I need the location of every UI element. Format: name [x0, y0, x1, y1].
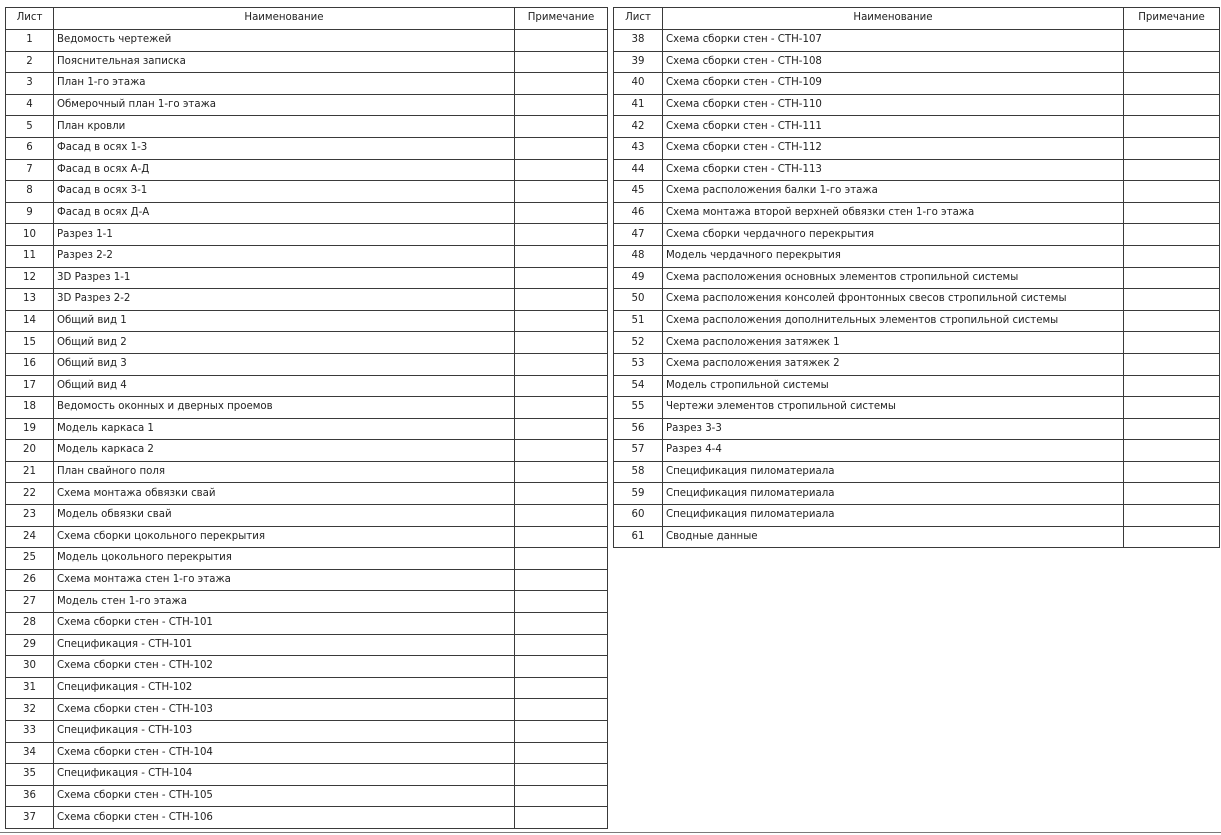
- sheet-note-cell: [515, 116, 608, 138]
- sheet-number-cell: 46: [614, 202, 663, 224]
- table-row: [6, 526, 608, 548]
- sheet-number-cell: 23: [6, 505, 54, 527]
- sheet-name-cell: Спецификация - СТН-103: [54, 721, 515, 743]
- sheet-number-cell: 7: [6, 159, 54, 181]
- sheet-note-cell: [1124, 224, 1220, 246]
- sheet-name-cell: Общий вид 1: [54, 310, 515, 332]
- sheet-note-cell: [515, 548, 608, 570]
- table-row: [614, 51, 1220, 73]
- sheet-name-cell: Разрез 2-2: [54, 245, 515, 267]
- table-row: [6, 159, 608, 181]
- sheet-name-cell: Ведомость чертежей: [54, 30, 515, 52]
- sheet-name-cell: Модель стропильной системы: [663, 375, 1124, 397]
- sheet-number-cell: 17: [6, 375, 54, 397]
- table-row: [6, 569, 608, 591]
- sheet-name-cell: Разрез 1-1: [54, 224, 515, 246]
- sheet-note-cell: [1124, 267, 1220, 289]
- sheet-note-cell: [1124, 440, 1220, 462]
- header-sheet: Лист: [614, 8, 663, 30]
- sheet-note-cell: [515, 159, 608, 181]
- table-row: [6, 310, 608, 332]
- sheet-number-cell: 22: [6, 483, 54, 505]
- drawings-list-table-right: [613, 7, 1220, 548]
- table-row: [614, 353, 1220, 375]
- sheet-number-cell: 27: [6, 591, 54, 613]
- sheet-name-cell: Модель чердачного перекрытия: [663, 245, 1124, 267]
- sheet-name-cell: План кровли: [54, 116, 515, 138]
- sheet-name-cell: Спецификация пиломатериала: [663, 461, 1124, 483]
- sheet-name-cell: Схема сборки стен - СТН-111: [663, 116, 1124, 138]
- sheet-note-cell: [515, 181, 608, 203]
- sheet-note-cell: [1124, 181, 1220, 203]
- sheet-note-cell: [1124, 353, 1220, 375]
- sheet-number-cell: 16: [6, 353, 54, 375]
- drawings-list-table-left: [5, 7, 608, 829]
- sheet-note-cell: [515, 332, 608, 354]
- sheet-note-cell: [515, 764, 608, 786]
- sheet-number-cell: 30: [6, 656, 54, 678]
- sheet-name-cell: Схема расположения дополнительных элементов стропильной системы: [663, 310, 1124, 332]
- sheet-number-cell: 35: [6, 764, 54, 786]
- sheet-name-cell: Схема расположения затяжек 1: [663, 332, 1124, 354]
- table-row: [614, 94, 1220, 116]
- table-row: [614, 440, 1220, 462]
- sheet-name-cell: Общий вид 4: [54, 375, 515, 397]
- sheet-note-cell: [1124, 310, 1220, 332]
- table-row: [614, 73, 1220, 95]
- sheet-note-cell: [515, 742, 608, 764]
- sheet-name-cell: 3D Разрез 2-2: [54, 289, 515, 311]
- sheet-note-cell: [515, 505, 608, 527]
- sheet-number-cell: 47: [614, 224, 663, 246]
- sheet-note-cell: [1124, 526, 1220, 548]
- sheet-note-cell: [515, 51, 608, 73]
- sheet-number-cell: 3: [6, 73, 54, 95]
- sheet-name-cell: Схема расположения основных элементов стропильной системы: [663, 267, 1124, 289]
- table-row: [6, 375, 608, 397]
- sheet-name-cell: Обмерочный план 1-го этажа: [54, 94, 515, 116]
- sheet-number-cell: 21: [6, 461, 54, 483]
- table-row: [6, 613, 608, 635]
- sheet-name-cell: Схема монтажа обвязки свай: [54, 483, 515, 505]
- sheet-number-cell: 10: [6, 224, 54, 246]
- sheet-note-cell: [1124, 137, 1220, 159]
- sheet-number-cell: 36: [6, 785, 54, 807]
- table-row: [614, 116, 1220, 138]
- table-row: [6, 548, 608, 570]
- sheet-name-cell: Модель обвязки свай: [54, 505, 515, 527]
- sheet-name-cell: Фасад в осях А-Д: [54, 159, 515, 181]
- table-row: [6, 332, 608, 354]
- sheet-note-cell: [515, 656, 608, 678]
- sheet-name-cell: Схема сборки стен - СТН-106: [54, 807, 515, 829]
- sheet-name-cell: Схема расположения балки 1-го этажа: [663, 181, 1124, 203]
- table-row: [614, 461, 1220, 483]
- table-row: [6, 181, 608, 203]
- sheet-name-cell: Фасад в осях 1-3: [54, 137, 515, 159]
- sheet-number-cell: 38: [614, 30, 663, 52]
- sheet-name-cell: Модель каркаса 1: [54, 418, 515, 440]
- table-row: [6, 677, 608, 699]
- table-row: [6, 591, 608, 613]
- table-row: [6, 742, 608, 764]
- sheet-note-cell: [515, 30, 608, 52]
- table-row: [6, 245, 608, 267]
- sheet-name-cell: Модель стен 1-го этажа: [54, 591, 515, 613]
- sheet-number-cell: 13: [6, 289, 54, 311]
- sheet-note-cell: [1124, 73, 1220, 95]
- sheet-note-cell: [1124, 116, 1220, 138]
- sheet-name-cell: Модель каркаса 2: [54, 440, 515, 462]
- table-row: [614, 159, 1220, 181]
- table-row: [6, 461, 608, 483]
- sheet-name-cell: Схема сборки стен - СТН-101: [54, 613, 515, 635]
- sheet-name-cell: Схема сборки стен - СТН-108: [663, 51, 1124, 73]
- table-row: [6, 483, 608, 505]
- sheet-number-cell: 37: [6, 807, 54, 829]
- table-header-row: [614, 8, 1220, 30]
- sheet-note-cell: [515, 224, 608, 246]
- sheet-number-cell: 53: [614, 353, 663, 375]
- header-name: Наименование: [663, 8, 1124, 30]
- table-row: [6, 699, 608, 721]
- sheet-name-cell: Схема монтажа второй верхней обвязки стен 1-го этажа: [663, 202, 1124, 224]
- sheet-number-cell: 33: [6, 721, 54, 743]
- sheet-name-cell: Модель цокольного перекрытия: [54, 548, 515, 570]
- table-row: [6, 202, 608, 224]
- sheet-note-cell: [515, 375, 608, 397]
- bottom-divider: [0, 832, 1221, 833]
- table-row: [6, 73, 608, 95]
- sheet-note-cell: [515, 73, 608, 95]
- sheet-note-cell: [515, 289, 608, 311]
- sheet-note-cell: [515, 634, 608, 656]
- sheet-number-cell: 9: [6, 202, 54, 224]
- sheet-note-cell: [1124, 30, 1220, 52]
- sheet-note-cell: [1124, 397, 1220, 419]
- sheet-note-cell: [1124, 461, 1220, 483]
- sheet-number-cell: 42: [614, 116, 663, 138]
- table-row: [614, 224, 1220, 246]
- sheet-name-cell: План свайного поля: [54, 461, 515, 483]
- table-row: [614, 332, 1220, 354]
- sheet-name-cell: 3D Разрез 1-1: [54, 267, 515, 289]
- table-body-left: [6, 30, 608, 829]
- sheet-number-cell: 18: [6, 397, 54, 419]
- sheet-note-cell: [1124, 505, 1220, 527]
- table-row: [6, 397, 608, 419]
- sheet-number-cell: 49: [614, 267, 663, 289]
- sheet-name-cell: Разрез 4-4: [663, 440, 1124, 462]
- table-row: [6, 224, 608, 246]
- sheet-note-cell: [515, 137, 608, 159]
- sheet-name-cell: Схема сборки чердачного перекрытия: [663, 224, 1124, 246]
- sheet-note-cell: [515, 807, 608, 829]
- sheet-note-cell: [515, 353, 608, 375]
- sheet-number-cell: 24: [6, 526, 54, 548]
- sheet-number-cell: 45: [614, 181, 663, 203]
- table-row: [614, 30, 1220, 52]
- sheet-name-cell: Схема сборки цокольного перекрытия: [54, 526, 515, 548]
- sheet-note-cell: [515, 202, 608, 224]
- sheet-number-cell: 52: [614, 332, 663, 354]
- sheet-number-cell: 26: [6, 569, 54, 591]
- table-row: [6, 289, 608, 311]
- table-row: [6, 656, 608, 678]
- sheet-number-cell: 11: [6, 245, 54, 267]
- table-row: [6, 94, 608, 116]
- sheet-number-cell: 14: [6, 310, 54, 332]
- sheet-note-cell: [1124, 51, 1220, 73]
- sheet-name-cell: План 1-го этажа: [54, 73, 515, 95]
- header-name: Наименование: [54, 8, 515, 30]
- sheet-number-cell: 8: [6, 181, 54, 203]
- table-row: [614, 483, 1220, 505]
- table-row: [6, 721, 608, 743]
- sheet-number-cell: 54: [614, 375, 663, 397]
- sheet-note-cell: [515, 310, 608, 332]
- table-row: [6, 634, 608, 656]
- table-row: [6, 353, 608, 375]
- sheet-number-cell: 5: [6, 116, 54, 138]
- sheet-name-cell: Спецификация пиломатериала: [663, 483, 1124, 505]
- sheet-number-cell: 50: [614, 289, 663, 311]
- table-row: [6, 137, 608, 159]
- table-row: [6, 418, 608, 440]
- table-row: [614, 289, 1220, 311]
- sheet-note-cell: [515, 94, 608, 116]
- sheet-number-cell: 48: [614, 245, 663, 267]
- sheet-note-cell: [515, 461, 608, 483]
- sheet-note-cell: [1124, 418, 1220, 440]
- sheet-name-cell: Общий вид 3: [54, 353, 515, 375]
- header-sheet: Лист: [6, 8, 54, 30]
- sheet-note-cell: [515, 785, 608, 807]
- table-row: [614, 267, 1220, 289]
- sheet-number-cell: 43: [614, 137, 663, 159]
- table-row: [6, 764, 608, 786]
- sheet-name-cell: Пояснительная записка: [54, 51, 515, 73]
- table-row: [614, 245, 1220, 267]
- sheet-note-cell: [1124, 375, 1220, 397]
- sheet-name-cell: Схема сборки стен - СТН-109: [663, 73, 1124, 95]
- sheet-number-cell: 39: [614, 51, 663, 73]
- sheet-name-cell: Общий вид 2: [54, 332, 515, 354]
- sheet-number-cell: 2: [6, 51, 54, 73]
- sheet-number-cell: 59: [614, 483, 663, 505]
- table-row: [6, 785, 608, 807]
- table-row: [614, 137, 1220, 159]
- sheet-name-cell: Схема сборки стен - СТН-110: [663, 94, 1124, 116]
- sheet-note-cell: [515, 483, 608, 505]
- table-row: [614, 397, 1220, 419]
- table-row: [6, 440, 608, 462]
- sheet-number-cell: 15: [6, 332, 54, 354]
- sheet-number-cell: 34: [6, 742, 54, 764]
- sheet-number-cell: 12: [6, 267, 54, 289]
- sheet-number-cell: 40: [614, 73, 663, 95]
- sheet-number-cell: 4: [6, 94, 54, 116]
- sheet-note-cell: [1124, 202, 1220, 224]
- table-row: [6, 807, 608, 829]
- table-row: [614, 375, 1220, 397]
- sheet-name-cell: Спецификация пиломатериала: [663, 505, 1124, 527]
- sheet-number-cell: 6: [6, 137, 54, 159]
- table-row: [6, 505, 608, 527]
- sheet-number-cell: 56: [614, 418, 663, 440]
- sheet-note-cell: [515, 418, 608, 440]
- sheet-note-cell: [515, 267, 608, 289]
- table-row: [6, 116, 608, 138]
- sheet-number-cell: 20: [6, 440, 54, 462]
- header-note: Примечание: [515, 8, 608, 30]
- table-row: [614, 310, 1220, 332]
- sheet-note-cell: [515, 397, 608, 419]
- sheet-number-cell: 41: [614, 94, 663, 116]
- sheet-name-cell: Спецификация - СТН-101: [54, 634, 515, 656]
- sheet-name-cell: Схема монтажа стен 1-го этажа: [54, 569, 515, 591]
- sheet-note-cell: [515, 699, 608, 721]
- sheet-name-cell: Фасад в осях Д-А: [54, 202, 515, 224]
- sheet-note-cell: [515, 613, 608, 635]
- sheet-number-cell: 55: [614, 397, 663, 419]
- table-row: [6, 51, 608, 73]
- sheet-name-cell: Схема расположения консолей фронтонных свесов стропильной системы: [663, 289, 1124, 311]
- sheet-name-cell: Схема сборки стен - СТН-102: [54, 656, 515, 678]
- table-row: [614, 526, 1220, 548]
- sheet-name-cell: Схема сборки стен - СТН-113: [663, 159, 1124, 181]
- sheet-note-cell: [1124, 94, 1220, 116]
- sheet-number-cell: 25: [6, 548, 54, 570]
- sheet-name-cell: Ведомость оконных и дверных проемов: [54, 397, 515, 419]
- sheet-name-cell: Схема сборки стен - СТН-105: [54, 785, 515, 807]
- sheet-number-cell: 31: [6, 677, 54, 699]
- sheet-name-cell: Спецификация - СТН-102: [54, 677, 515, 699]
- sheet-name-cell: Спецификация - СТН-104: [54, 764, 515, 786]
- table-row: [614, 505, 1220, 527]
- sheet-name-cell: Схема расположения затяжек 2: [663, 353, 1124, 375]
- table-header-row: [6, 8, 608, 30]
- sheet-name-cell: Схема сборки стен - СТН-103: [54, 699, 515, 721]
- sheet-name-cell: Чертежи элементов стропильной системы: [663, 397, 1124, 419]
- table-body-right: [614, 30, 1220, 548]
- sheet-note-cell: [1124, 483, 1220, 505]
- table-row: [614, 418, 1220, 440]
- sheet-number-cell: 29: [6, 634, 54, 656]
- sheet-note-cell: [515, 721, 608, 743]
- table-row: [6, 267, 608, 289]
- sheet-note-cell: [515, 569, 608, 591]
- sheet-name-cell: Схема сборки стен - СТН-104: [54, 742, 515, 764]
- sheet-name-cell: Фасад в осях 3-1: [54, 181, 515, 203]
- sheet-note-cell: [515, 526, 608, 548]
- table-row: [614, 181, 1220, 203]
- sheet-number-cell: 61: [614, 526, 663, 548]
- sheet-note-cell: [1124, 289, 1220, 311]
- sheet-note-cell: [515, 677, 608, 699]
- sheet-note-cell: [515, 591, 608, 613]
- sheet-note-cell: [515, 245, 608, 267]
- sheet-note-cell: [515, 440, 608, 462]
- table-row: [6, 30, 608, 52]
- sheet-number-cell: 58: [614, 461, 663, 483]
- sheet-note-cell: [1124, 332, 1220, 354]
- sheet-name-cell: Сводные данные: [663, 526, 1124, 548]
- sheet-number-cell: 1: [6, 30, 54, 52]
- sheet-number-cell: 44: [614, 159, 663, 181]
- sheet-number-cell: 60: [614, 505, 663, 527]
- sheet-name-cell: Схема сборки стен - СТН-112: [663, 137, 1124, 159]
- sheet-note-cell: [1124, 159, 1220, 181]
- sheet-number-cell: 19: [6, 418, 54, 440]
- sheet-number-cell: 57: [614, 440, 663, 462]
- header-note: Примечание: [1124, 8, 1220, 30]
- sheet-name-cell: Разрез 3-3: [663, 418, 1124, 440]
- sheet-number-cell: 32: [6, 699, 54, 721]
- sheet-name-cell: Схема сборки стен - СТН-107: [663, 30, 1124, 52]
- sheet-note-cell: [1124, 245, 1220, 267]
- sheet-number-cell: 28: [6, 613, 54, 635]
- sheet-number-cell: 51: [614, 310, 663, 332]
- table-row: [614, 202, 1220, 224]
